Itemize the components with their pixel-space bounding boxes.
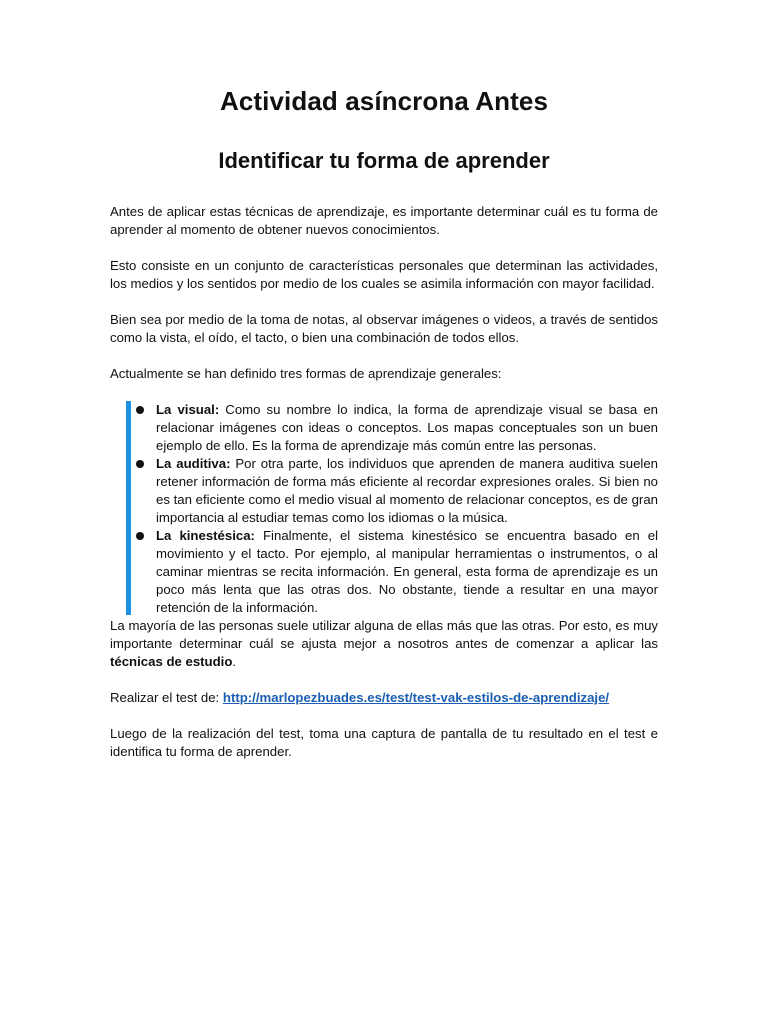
paragraph-definition: Esto consiste en un conjunto de características personales que determinan las actividades, los medios y los sentidos por medio de los cuales se asimila información con mayor facilidad. [110, 258, 658, 291]
conclusion-end: . [232, 654, 237, 669]
paragraph-methods: Bien sea por medio de la toma de notas, al observar imágenes o videos, a través de sentidos como la vista, el oído, el tacto, o bien una combinación de todos ellos. [110, 312, 658, 345]
page-subtitle: Identificar tu forma de aprender [218, 148, 550, 173]
accent-bar [126, 401, 131, 615]
conclusion-text: La mayoría de las personas suele utilizar alguna de ellas más que las otras. Por esto, es muy importante determinar cuál se ajusta mejor a nosotros antes de comenzar a aplicar las [110, 618, 658, 651]
paragraph-intro: Antes de aplicar estas técnicas de aprendizaje, es importante determinar cuál es tu forma de aprender al momento de obtener nuevos conocimientos. [110, 204, 658, 237]
paragraph-final: Luego de la realización del test, toma una captura de pantalla de tu resultado en el test e identifica tu forma de aprender. [110, 726, 658, 759]
document-body [110, 203, 658, 779]
learning-styles-list [110, 401, 658, 617]
page-title: Actividad asíncrona Antes [219, 86, 549, 116]
bullet-term: La kinestésica: [156, 528, 255, 543]
paragraph-conclusion [110, 617, 658, 671]
bullet-term: La auditiva: [156, 456, 231, 471]
list-item-visual [156, 401, 658, 455]
bullet-icon [136, 460, 144, 468]
paragraph-test [110, 689, 658, 707]
bullet-term: La visual: [156, 402, 220, 417]
bullet-text: Finalmente, el sistema kinestésico se encuentra basado en el movimiento y el tacto. Por ejemplo, al manipular herramientas o instrumentos, o al caminar mientras se recita información. En general, esta forma de aprendizaje es un poco más lenta que las otras dos. No obstante, tiende a resultar en una mayor retención de la información. [156, 528, 659, 615]
learning-styles-section [110, 383, 658, 617]
test-link[interactable]: http://marlopezbuades.es/test/test-vak-estilos-de-aprendizaje/ [222, 690, 610, 705]
bullet-icon [136, 532, 144, 540]
paragraph-forms-intro: Actualmente se han definido tres formas de aprendizaje generales: [110, 366, 502, 381]
bullet-text: Por otra parte, los individuos que aprenden de manera auditiva suelen retener información de forma más eficiente al recordar expresiones orales. Si bien no es tan eficiente como el medio visual al momento de relacionar conceptos, es de gran importancia al estudiar temas como los idiomas o la música. [156, 456, 659, 525]
conclusion-bold: técnicas de estudio [110, 654, 233, 669]
list-item-auditiva [156, 455, 658, 527]
bullet-icon [136, 406, 144, 414]
test-label: Realizar el test de: [110, 690, 223, 705]
list-item-kinestesica [156, 527, 658, 617]
bullet-text: Como su nombre lo indica, la forma de aprendizaje visual se basa en relacionar imágenes con ideas o conceptos. Los mapas conceptuales son un buen ejemplo de ello. Es la forma de aprendizaje más común entre las personas. [156, 402, 658, 453]
